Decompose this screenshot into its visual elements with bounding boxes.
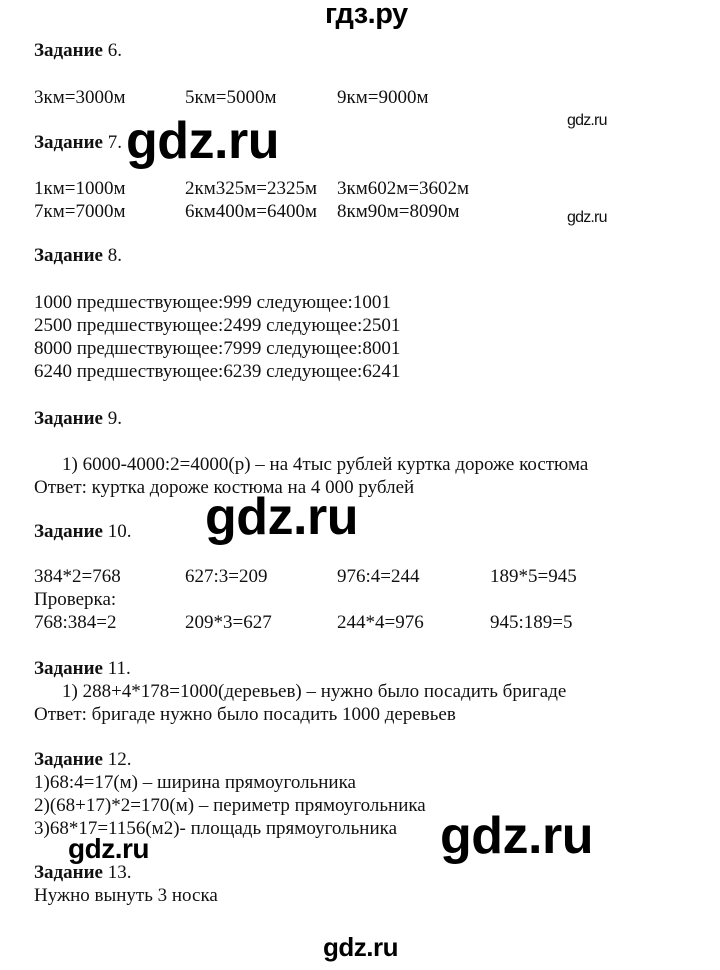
task-9-step: 1) 6000-4000:2=4000(р) – на 4тыс рублей куртка дороже костюма [62,454,589,475]
site-title: гдз.ру [325,0,408,30]
task-7-cell: 6км400м=6400м [185,201,318,222]
task-11-heading [34,658,131,680]
task-7-heading [34,132,122,154]
task-6-cell: 5км=5000м [185,87,277,108]
task-7-cell: 1км=1000м [34,178,126,199]
task-10-cell: 627:3=209 [185,566,268,587]
task-8-line: 8000 предшествующее:7999 следующее:8001 [34,338,401,359]
task-9-answer: Ответ: куртка дороже костюма на 4 000 рублей [34,477,415,498]
watermark-small: gdz.ru [567,112,607,129]
watermark-large: gdz.ru [205,488,358,546]
task-number: 13. [102,862,132,883]
task-12-heading [34,749,131,771]
task-10-cell: 768:384=2 [34,612,117,633]
task-12-line: 3)68*17=1156(м2)- площадь прямоугольника [34,818,398,839]
task-number: 10. [102,521,132,542]
watermark-large: gdz.ru [126,112,279,170]
task-10-heading [34,521,131,543]
task-label: Задание [34,749,103,770]
task-label: Задание [34,40,103,61]
task-10-cell: 384*2=768 [34,566,121,587]
task-11-answer: Ответ: бригаде нужно было посадить 1000 деревьев [34,704,456,725]
watermark-medium: gdz.ru [68,833,149,864]
task-label: Задание [34,132,103,153]
task-12-line: 2)(68+17)*2=170(м) – периметр прямоугольника [34,795,426,816]
task-6-cell: 3км=3000м [34,87,126,108]
task-8-line: 6240 предшествующее:6239 следующее:6241 [34,361,401,382]
task-number: 8. [102,245,122,266]
task-8-line: 2500 предшествующее:2499 следующее:2501 [34,315,401,336]
task-13-answer: Нужно вынуть 3 носка [34,885,218,906]
task-6-heading [34,40,122,62]
task-label: Задание [34,408,103,429]
task-label: Задание [34,245,103,266]
task-label: Задание [34,658,103,679]
task-12-line: 1)68:4=17(м) – ширина прямоугольника [34,772,356,793]
task-number: 6. [102,40,122,61]
task-7-cell: 8км90м=8090м [337,201,460,222]
task-10-cell: 209*3=627 [185,612,272,633]
task-10-cell: 976:4=244 [337,566,420,587]
task-8-line: 1000 предшествующее:999 следующее:1001 [34,292,391,313]
task-number: 7. [102,132,122,153]
task-number: 9. [102,408,122,429]
watermark-small: gdz.ru [567,209,607,226]
task-10-cell: 189*5=945 [490,566,577,587]
task-number: 12. [102,749,132,770]
task-10-cell: 244*4=976 [337,612,424,633]
footer-watermark: gdz.ru [323,932,398,962]
task-13-heading [34,862,131,884]
task-10-cell: 945:189=5 [490,612,573,633]
task-number: 11. [102,658,131,679]
watermark-large: gdz.ru [440,807,593,865]
task-8-heading [34,245,122,267]
task-7-cell: 3км602м=3602м [337,178,470,199]
task-10-check-label: Проверка: [34,589,117,610]
task-label: Задание [34,521,103,542]
task-6-cell: 9км=9000м [337,87,429,108]
task-label: Задание [34,862,103,883]
task-7-cell: 2км325м=2325м [185,178,318,199]
task-11-step: 1) 288+4*178=1000(деревьев) – нужно было посадить бригаде [62,681,567,702]
task-9-heading [34,408,122,430]
task-7-cell: 7км=7000м [34,201,126,222]
